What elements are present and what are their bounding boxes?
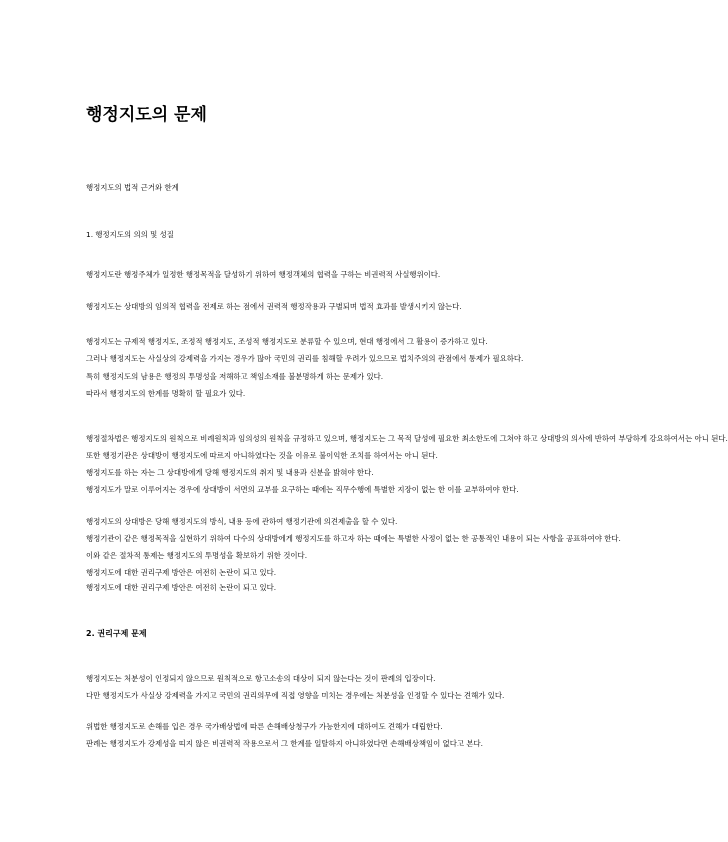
text-line: 행정지도의 법적 근거와 한계	[86, 183, 179, 192]
text-line: 행정지도에 대한 권리구제 방안은 여전히 논란이 되고 있다.	[86, 568, 277, 577]
text-line: 이와 같은 절차적 통제는 행정지도의 투명성을 확보하기 위한 것이다.	[86, 551, 308, 560]
text-line: 위법한 행정지도로 손해를 입은 경우 국가배상법에 따른 손해배상청구가 가능한지에 대하여도 견해가 대립한다.	[86, 722, 443, 731]
section-heading: 1. 행정지도의 의의 및 성질	[86, 230, 174, 239]
text-line: 특히 행정지도의 남용은 행정의 투명성을 저해하고 책임소재를 불분명하게 하는 문제가 있다.	[86, 372, 384, 381]
text-line: 행정지도에 대한 권리구제 방안은 여전히 논란이 되고 있다.	[86, 583, 277, 592]
text-line: 행정지도는 규제적 행정지도, 조정적 행정지도, 조성적 행정지도로 분류할 수 있으며, 현대 행정에서 그 활용이 증가하고 있다.	[86, 337, 488, 346]
text-line: 행정지도를 하는 자는 그 상대방에게 당해 행정지도의 취지 및 내용과 신분을 밝혀야 한다.	[86, 468, 374, 477]
text-line: 다만 행정지도가 사실상 강제력을 가지고 국민의 권리의무에 직접 영향을 미치는 경우에는 처분성을 인정할 수 있다는 견해가 있다.	[86, 691, 505, 700]
text-line: 또한 행정기관은 상대방이 행정지도에 따르지 아니하였다는 것을 이유로 불이익한 조치를 하여서는 아니 된다.	[86, 451, 438, 460]
document-title: 행정지도의 문제	[86, 105, 207, 125]
text-line: 행정지도의 상대방은 당해 행정지도의 방식, 내용 등에 관하여 행정기관에 의견제출을 할 수 있다.	[86, 517, 398, 526]
text-line: 행정지도는 처분성이 인정되지 않으므로 원칙적으로 항고소송의 대상이 되지 않는다는 것이 판례의 입장이다.	[86, 674, 436, 683]
text-line: 행정지도란 행정주체가 일정한 행정목적을 달성하기 위하여 행정객체의 협력을 구하는 비권력적 사실행위이다.	[86, 270, 441, 279]
text-line: 행정절차법은 행정지도의 원칙으로 비례원칙과 임의성의 원칙을 규정하고 있으며, 행정지도는 그 목적 달성에 필요한 최소한도에 그쳐야 하고 상대방의 의사에 반하여 부당하게 강요하여서는 아니 된다.	[86, 434, 728, 443]
text-line: 행정지도가 말로 이루어지는 경우에 상대방이 서면의 교부를 요구하는 때에는 직무수행에 특별한 지장이 없는 한 이를 교부하여야 한다.	[86, 485, 519, 494]
text-line: 판례는 행정지도가 강제성을 띠지 않은 비권력적 작용으로서 그 한계를 일탈하지 아니하였다면 손해배상책임이 없다고 본다.	[86, 739, 484, 748]
section-heading: 2. 권리구제 문제	[86, 629, 147, 638]
text-line: 따라서 행정지도의 한계를 명확히 할 필요가 있다.	[86, 389, 246, 398]
text-line: 그러나 행정지도는 사실상의 강제력을 가지는 경우가 많아 국민의 권리를 침해할 우려가 있으므로 법치주의의 관점에서 통제가 필요하다.	[86, 354, 524, 363]
text-line: 행정기관이 같은 행정목적을 실현하기 위하여 다수의 상대방에게 행정지도를 하고자 하는 때에는 특별한 사정이 없는 한 공통적인 내용이 되는 사항을 공표하여야 한다.	[86, 534, 621, 543]
text-line: 행정지도는 상대방의 임의적 협력을 전제로 하는 점에서 권력적 행정작용과 구별되며 법적 효과를 발생시키지 않는다.	[86, 302, 462, 311]
